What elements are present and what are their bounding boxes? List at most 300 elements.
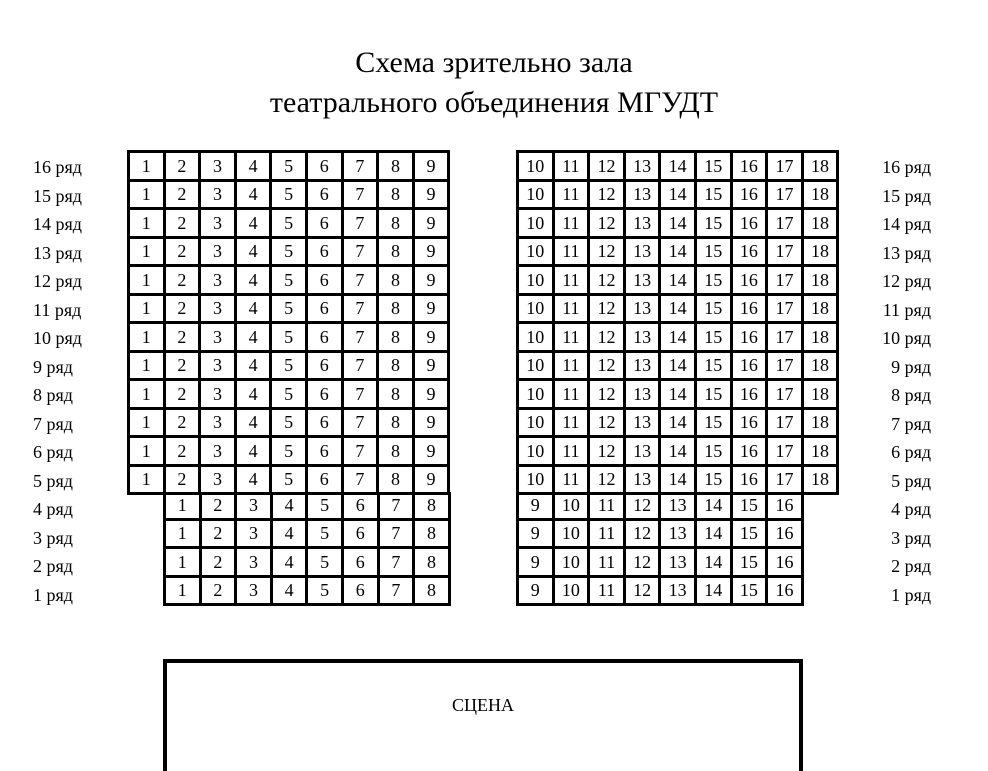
seat[interactable]: 7 xyxy=(344,210,380,239)
seat[interactable]: 14 xyxy=(697,578,733,607)
seat[interactable]: 2 xyxy=(202,549,238,578)
seat[interactable]: 12 xyxy=(590,153,626,182)
seat[interactable]: 5 xyxy=(272,239,308,268)
seat[interactable]: 10 xyxy=(519,381,555,410)
seat[interactable]: 14 xyxy=(661,438,697,467)
seat[interactable]: 18 xyxy=(804,353,840,382)
seat[interactable]: 4 xyxy=(237,438,273,467)
seat[interactable]: 1 xyxy=(166,492,202,521)
stage-label: СЦЕНА xyxy=(452,695,514,715)
seat[interactable]: 7 xyxy=(380,549,416,578)
seat[interactable]: 9 xyxy=(415,381,451,410)
seat[interactable]: 17 xyxy=(768,438,804,467)
seat[interactable]: 18 xyxy=(804,467,840,496)
seat[interactable]: 12 xyxy=(590,239,626,268)
seat[interactable]: 9 xyxy=(415,438,451,467)
seat[interactable]: 14 xyxy=(661,324,697,353)
seat[interactable]: 8 xyxy=(379,353,415,382)
seat[interactable]: 18 xyxy=(804,410,840,439)
seat[interactable]: 2 xyxy=(166,467,202,496)
seat[interactable]: 14 xyxy=(661,210,697,239)
seat[interactable]: 10 xyxy=(519,353,555,382)
seat[interactable]: 15 xyxy=(697,210,733,239)
seat[interactable]: 18 xyxy=(804,267,840,296)
seat[interactable]: 12 xyxy=(590,467,626,496)
seat[interactable]: 3 xyxy=(201,182,237,211)
seat[interactable]: 13 xyxy=(626,267,662,296)
seat[interactable]: 5 xyxy=(272,267,308,296)
seat[interactable]: 13 xyxy=(626,239,662,268)
seat[interactable]: 12 xyxy=(590,324,626,353)
seat[interactable]: 10 xyxy=(519,210,555,239)
seat[interactable]: 4 xyxy=(237,210,273,239)
seat[interactable]: 5 xyxy=(308,492,344,521)
seat[interactable]: 9 xyxy=(519,492,555,521)
seat[interactable]: 4 xyxy=(273,578,309,607)
seat[interactable]: 10 xyxy=(519,153,555,182)
seat[interactable]: 6 xyxy=(308,324,344,353)
seat-block-left-upper xyxy=(127,150,450,495)
seat[interactable]: 6 xyxy=(308,438,344,467)
seat[interactable]: 4 xyxy=(237,296,273,325)
seat[interactable]: 11 xyxy=(555,239,591,268)
seat[interactable]: 15 xyxy=(697,381,733,410)
seat[interactable]: 8 xyxy=(379,296,415,325)
seat[interactable]: 6 xyxy=(344,492,380,521)
seat[interactable]: 4 xyxy=(237,182,273,211)
seat[interactable]: 7 xyxy=(344,381,380,410)
seat[interactable]: 7 xyxy=(344,467,380,496)
seat[interactable]: 7 xyxy=(344,353,380,382)
seat[interactable]: 2 xyxy=(166,267,202,296)
seat[interactable]: 14 xyxy=(697,492,733,521)
seat[interactable]: 10 xyxy=(555,492,591,521)
seat[interactable]: 12 xyxy=(590,267,626,296)
seat[interactable]: 1 xyxy=(130,153,166,182)
seat[interactable]: 16 xyxy=(733,296,769,325)
seat[interactable]: 10 xyxy=(555,578,591,607)
seat[interactable]: 7 xyxy=(380,521,416,550)
seat[interactable]: 5 xyxy=(272,438,308,467)
seat[interactable]: 17 xyxy=(768,410,804,439)
seat[interactable]: 7 xyxy=(344,182,380,211)
seat[interactable]: 10 xyxy=(555,521,591,550)
seat-block-right-upper xyxy=(516,150,839,495)
seat[interactable]: 11 xyxy=(555,324,591,353)
seat[interactable]: 12 xyxy=(590,296,626,325)
seat[interactable]: 16 xyxy=(733,153,769,182)
seat[interactable]: 11 xyxy=(555,296,591,325)
seat[interactable]: 6 xyxy=(308,267,344,296)
seat[interactable]: 6 xyxy=(344,521,380,550)
seat[interactable]: 18 xyxy=(804,381,840,410)
seat[interactable]: 7 xyxy=(344,324,380,353)
seat[interactable]: 11 xyxy=(590,549,626,578)
seat[interactable]: 15 xyxy=(697,239,733,268)
seat[interactable]: 17 xyxy=(768,296,804,325)
seat[interactable]: 5 xyxy=(272,353,308,382)
seat[interactable]: 9 xyxy=(415,296,451,325)
seat[interactable]: 13 xyxy=(626,410,662,439)
seat[interactable]: 16 xyxy=(733,353,769,382)
seat[interactable]: 10 xyxy=(519,438,555,467)
seat[interactable]: 9 xyxy=(415,267,451,296)
seat[interactable]: 7 xyxy=(344,296,380,325)
seat[interactable]: 4 xyxy=(237,267,273,296)
seat[interactable]: 11 xyxy=(590,492,626,521)
row-label-right: 11 ряд xyxy=(882,299,931,320)
seat[interactable]: 13 xyxy=(661,521,697,550)
seat[interactable]: 11 xyxy=(555,381,591,410)
seat[interactable]: 14 xyxy=(661,296,697,325)
seat[interactable]: 14 xyxy=(661,381,697,410)
seat[interactable]: 3 xyxy=(201,353,237,382)
row-label-left: 16 ряд xyxy=(33,157,82,177)
seat[interactable]: 9 xyxy=(519,578,555,607)
seat[interactable]: 13 xyxy=(626,296,662,325)
seat[interactable]: 2 xyxy=(202,521,238,550)
seat[interactable]: 2 xyxy=(166,381,202,410)
seat[interactable]: 13 xyxy=(626,467,662,496)
seat[interactable]: 14 xyxy=(661,353,697,382)
seat[interactable]: 9 xyxy=(415,410,451,439)
seat[interactable]: 15 xyxy=(733,521,769,550)
seat[interactable]: 4 xyxy=(237,381,273,410)
seat[interactable]: 13 xyxy=(661,578,697,607)
seat[interactable]: 2 xyxy=(166,353,202,382)
seat[interactable]: 8 xyxy=(379,267,415,296)
seat[interactable]: 2 xyxy=(202,578,238,607)
seat[interactable]: 2 xyxy=(166,182,202,211)
seat[interactable]: 4 xyxy=(237,410,273,439)
seat[interactable]: 5 xyxy=(308,549,344,578)
row-label-right: 13 ряд xyxy=(882,242,931,263)
seat[interactable]: 12 xyxy=(590,438,626,467)
seat[interactable]: 3 xyxy=(201,438,237,467)
seat[interactable]: 1 xyxy=(130,324,166,353)
seat[interactable]: 7 xyxy=(380,492,416,521)
seat[interactable]: 14 xyxy=(697,549,733,578)
seat[interactable]: 9 xyxy=(415,467,451,496)
seat[interactable]: 15 xyxy=(733,578,769,607)
seat[interactable]: 16 xyxy=(733,182,769,211)
seat[interactable]: 10 xyxy=(519,410,555,439)
seat[interactable]: 6 xyxy=(308,239,344,268)
seat[interactable]: 12 xyxy=(626,549,662,578)
seat[interactable]: 8 xyxy=(379,153,415,182)
seat[interactable]: 16 xyxy=(733,467,769,496)
seat[interactable]: 5 xyxy=(272,324,308,353)
seat[interactable]: 13 xyxy=(626,182,662,211)
seat[interactable]: 15 xyxy=(697,296,733,325)
seat[interactable]: 9 xyxy=(415,239,451,268)
seat[interactable]: 15 xyxy=(697,467,733,496)
seat[interactable]: 9 xyxy=(415,210,451,239)
seat[interactable]: 1 xyxy=(130,239,166,268)
seat[interactable]: 13 xyxy=(626,324,662,353)
seat[interactable]: 4 xyxy=(273,492,309,521)
seat[interactable]: 12 xyxy=(590,410,626,439)
seat[interactable]: 12 xyxy=(590,353,626,382)
seat[interactable]: 13 xyxy=(626,381,662,410)
seat[interactable]: 17 xyxy=(768,153,804,182)
seat[interactable]: 16 xyxy=(733,324,769,353)
seat[interactable]: 10 xyxy=(519,296,555,325)
seat[interactable]: 10 xyxy=(519,267,555,296)
seat[interactable]: 11 xyxy=(555,210,591,239)
seat[interactable]: 11 xyxy=(555,410,591,439)
seat[interactable]: 15 xyxy=(697,153,733,182)
seat[interactable]: 2 xyxy=(166,324,202,353)
seat[interactable]: 15 xyxy=(733,492,769,521)
row-label-right: 10 ряд xyxy=(882,328,931,348)
seat[interactable]: 15 xyxy=(697,410,733,439)
seat[interactable]: 11 xyxy=(590,521,626,550)
seat[interactable]: 1 xyxy=(130,381,166,410)
row-label-left: 5 ряд xyxy=(33,470,73,491)
seat[interactable]: 8 xyxy=(379,239,415,268)
seat[interactable]: 15 xyxy=(697,182,733,211)
seat[interactable]: 3 xyxy=(201,467,237,496)
seat[interactable]: 9 xyxy=(415,324,451,353)
seat[interactable]: 17 xyxy=(768,182,804,211)
seat[interactable]: 2 xyxy=(166,210,202,239)
seat[interactable]: 10 xyxy=(519,182,555,211)
seat[interactable]: 16 xyxy=(733,438,769,467)
seat[interactable]: 13 xyxy=(661,492,697,521)
seat[interactable]: 2 xyxy=(202,492,238,521)
row-label-right: 12 ряд xyxy=(882,271,931,291)
seat[interactable]: 14 xyxy=(661,467,697,496)
seat[interactable]: 16 xyxy=(733,410,769,439)
seat[interactable]: 16 xyxy=(733,267,769,296)
seat[interactable]: 7 xyxy=(344,153,380,182)
seat[interactable]: 16 xyxy=(733,381,769,410)
row-label-left: 14 ряд xyxy=(33,214,82,234)
seat[interactable]: 18 xyxy=(804,153,840,182)
seat[interactable]: 6 xyxy=(344,549,380,578)
seat[interactable]: 3 xyxy=(201,267,237,296)
seat[interactable]: 15 xyxy=(697,267,733,296)
seat[interactable]: 8 xyxy=(379,467,415,496)
row-label-left: 8 ряд xyxy=(33,385,73,405)
seat[interactable]: 16 xyxy=(768,521,804,550)
seat[interactable]: 4 xyxy=(237,153,273,182)
seat[interactable]: 10 xyxy=(519,324,555,353)
seat[interactable]: 3 xyxy=(201,153,237,182)
seat[interactable]: 2 xyxy=(166,438,202,467)
seat[interactable]: 14 xyxy=(661,410,697,439)
row-label-right: 2 ряд xyxy=(891,556,931,576)
seat[interactable]: 7 xyxy=(344,438,380,467)
seat[interactable]: 7 xyxy=(344,239,380,268)
seat[interactable]: 11 xyxy=(555,267,591,296)
seat[interactable]: 18 xyxy=(804,296,840,325)
seat[interactable]: 15 xyxy=(697,324,733,353)
seat[interactable]: 3 xyxy=(201,239,237,268)
row-label-left: 11 ряд xyxy=(33,299,82,320)
seat-block-left-lower xyxy=(163,492,451,606)
seat[interactable]: 17 xyxy=(768,267,804,296)
seat[interactable]: 15 xyxy=(697,438,733,467)
seat[interactable]: 6 xyxy=(308,353,344,382)
seat[interactable]: 8 xyxy=(379,182,415,211)
seat[interactable]: 16 xyxy=(768,578,804,607)
seat[interactable]: 1 xyxy=(130,353,166,382)
seat[interactable]: 6 xyxy=(308,410,344,439)
seat[interactable]: 12 xyxy=(590,210,626,239)
row-label-left: 10 ряд xyxy=(33,328,82,348)
seat[interactable]: 18 xyxy=(804,182,840,211)
row-label-right: 4 ряд xyxy=(891,499,931,519)
seat[interactable]: 3 xyxy=(237,549,273,578)
seat[interactable]: 3 xyxy=(237,492,273,521)
seat[interactable]: 14 xyxy=(661,267,697,296)
seat[interactable]: 4 xyxy=(273,549,309,578)
seat[interactable]: 13 xyxy=(626,438,662,467)
seat[interactable]: 18 xyxy=(804,324,840,353)
seat[interactable]: 6 xyxy=(308,296,344,325)
seat[interactable]: 14 xyxy=(661,239,697,268)
seat[interactable]: 5 xyxy=(272,182,308,211)
seat[interactable]: 10 xyxy=(555,549,591,578)
title-line-2: театрального объединения МГУДТ xyxy=(269,86,719,119)
seat[interactable]: 1 xyxy=(130,438,166,467)
seat[interactable]: 12 xyxy=(590,381,626,410)
seat[interactable]: 1 xyxy=(166,521,202,550)
seat[interactable]: 6 xyxy=(308,381,344,410)
seat[interactable]: 12 xyxy=(626,578,662,607)
seat[interactable]: 4 xyxy=(237,324,273,353)
seat[interactable]: 6 xyxy=(308,467,344,496)
seat[interactable]: 1 xyxy=(130,267,166,296)
seat[interactable]: 3 xyxy=(237,521,273,550)
seat[interactable]: 4 xyxy=(273,521,309,550)
seat[interactable]: 16 xyxy=(733,239,769,268)
seat[interactable]: 16 xyxy=(733,210,769,239)
seat[interactable]: 15 xyxy=(697,353,733,382)
seat[interactable]: 5 xyxy=(272,210,308,239)
seat[interactable]: 3 xyxy=(201,381,237,410)
seat[interactable]: 17 xyxy=(768,467,804,496)
seat[interactable]: 8 xyxy=(379,324,415,353)
seat[interactable]: 4 xyxy=(237,353,273,382)
seat[interactable]: 8 xyxy=(379,381,415,410)
seat[interactable]: 5 xyxy=(272,296,308,325)
seat[interactable]: 3 xyxy=(201,210,237,239)
seat[interactable]: 7 xyxy=(344,410,380,439)
row-label-right: 7 ряд xyxy=(891,413,931,434)
seat[interactable]: 17 xyxy=(768,239,804,268)
seat[interactable]: 8 xyxy=(379,210,415,239)
seat[interactable]: 8 xyxy=(379,410,415,439)
seat[interactable]: 13 xyxy=(626,153,662,182)
seat[interactable]: 18 xyxy=(804,438,840,467)
seat[interactable]: 17 xyxy=(768,210,804,239)
seat[interactable]: 2 xyxy=(166,239,202,268)
seat[interactable]: 10 xyxy=(519,467,555,496)
seat[interactable]: 17 xyxy=(768,381,804,410)
seat[interactable]: 15 xyxy=(733,549,769,578)
seat[interactable]: 5 xyxy=(272,410,308,439)
seat[interactable]: 9 xyxy=(519,549,555,578)
seat[interactable]: 13 xyxy=(626,353,662,382)
seat[interactable]: 6 xyxy=(308,153,344,182)
seat[interactable]: 16 xyxy=(768,549,804,578)
seat[interactable]: 1 xyxy=(130,182,166,211)
seat[interactable]: 5 xyxy=(272,153,308,182)
seat[interactable]: 10 xyxy=(519,239,555,268)
seat[interactable]: 5 xyxy=(308,578,344,607)
row-label-left: 9 ряд xyxy=(33,356,73,377)
seat[interactable]: 9 xyxy=(415,182,451,211)
seat[interactable]: 3 xyxy=(201,410,237,439)
seat[interactable]: 12 xyxy=(626,492,662,521)
seat[interactable]: 1 xyxy=(130,210,166,239)
seat[interactable]: 3 xyxy=(237,578,273,607)
seat[interactable]: 18 xyxy=(804,239,840,268)
seat[interactable]: 12 xyxy=(590,182,626,211)
seat[interactable]: 13 xyxy=(661,549,697,578)
seat[interactable]: 7 xyxy=(380,578,416,607)
seat[interactable]: 5 xyxy=(272,467,308,496)
seat[interactable]: 16 xyxy=(768,492,804,521)
seat[interactable]: 6 xyxy=(308,210,344,239)
seat[interactable]: 11 xyxy=(555,438,591,467)
seat[interactable]: 9 xyxy=(415,153,451,182)
seat[interactable]: 12 xyxy=(626,521,662,550)
seat[interactable]: 9 xyxy=(519,521,555,550)
row-label-left: 3 ряд xyxy=(33,527,73,548)
seat[interactable]: 2 xyxy=(166,153,202,182)
seat[interactable]: 8 xyxy=(379,438,415,467)
seat[interactable]: 14 xyxy=(697,521,733,550)
seat[interactable]: 1 xyxy=(166,578,202,607)
seat[interactable]: 11 xyxy=(555,153,591,182)
seat[interactable]: 8 xyxy=(415,492,451,521)
seat[interactable]: 11 xyxy=(555,353,591,382)
seat[interactable]: 6 xyxy=(344,578,380,607)
seat[interactable]: 1 xyxy=(166,549,202,578)
seat[interactable]: 3 xyxy=(201,296,237,325)
seat[interactable]: 4 xyxy=(237,467,273,496)
seat[interactable]: 1 xyxy=(130,467,166,496)
seat[interactable]: 2 xyxy=(166,410,202,439)
seat[interactable]: 1 xyxy=(130,296,166,325)
seat[interactable]: 6 xyxy=(308,182,344,211)
seat[interactable]: 5 xyxy=(272,381,308,410)
seat[interactable]: 3 xyxy=(201,324,237,353)
seat[interactable]: 8 xyxy=(415,549,451,578)
seat[interactable]: 1 xyxy=(130,410,166,439)
seat[interactable]: 18 xyxy=(804,210,840,239)
seat[interactable]: 14 xyxy=(661,153,697,182)
seat[interactable]: 8 xyxy=(415,578,451,607)
seat[interactable]: 11 xyxy=(590,578,626,607)
seat[interactable]: 2 xyxy=(166,296,202,325)
seat[interactable]: 7 xyxy=(344,267,380,296)
seat[interactable]: 11 xyxy=(555,467,591,496)
seat[interactable]: 5 xyxy=(308,521,344,550)
seat[interactable]: 8 xyxy=(415,521,451,550)
seat[interactable]: 9 xyxy=(415,353,451,382)
seat[interactable]: 14 xyxy=(661,182,697,211)
seat[interactable]: 4 xyxy=(237,239,273,268)
seat[interactable]: 17 xyxy=(768,353,804,382)
seat[interactable]: 11 xyxy=(555,182,591,211)
seat[interactable]: 17 xyxy=(768,324,804,353)
seat[interactable]: 13 xyxy=(626,210,662,239)
